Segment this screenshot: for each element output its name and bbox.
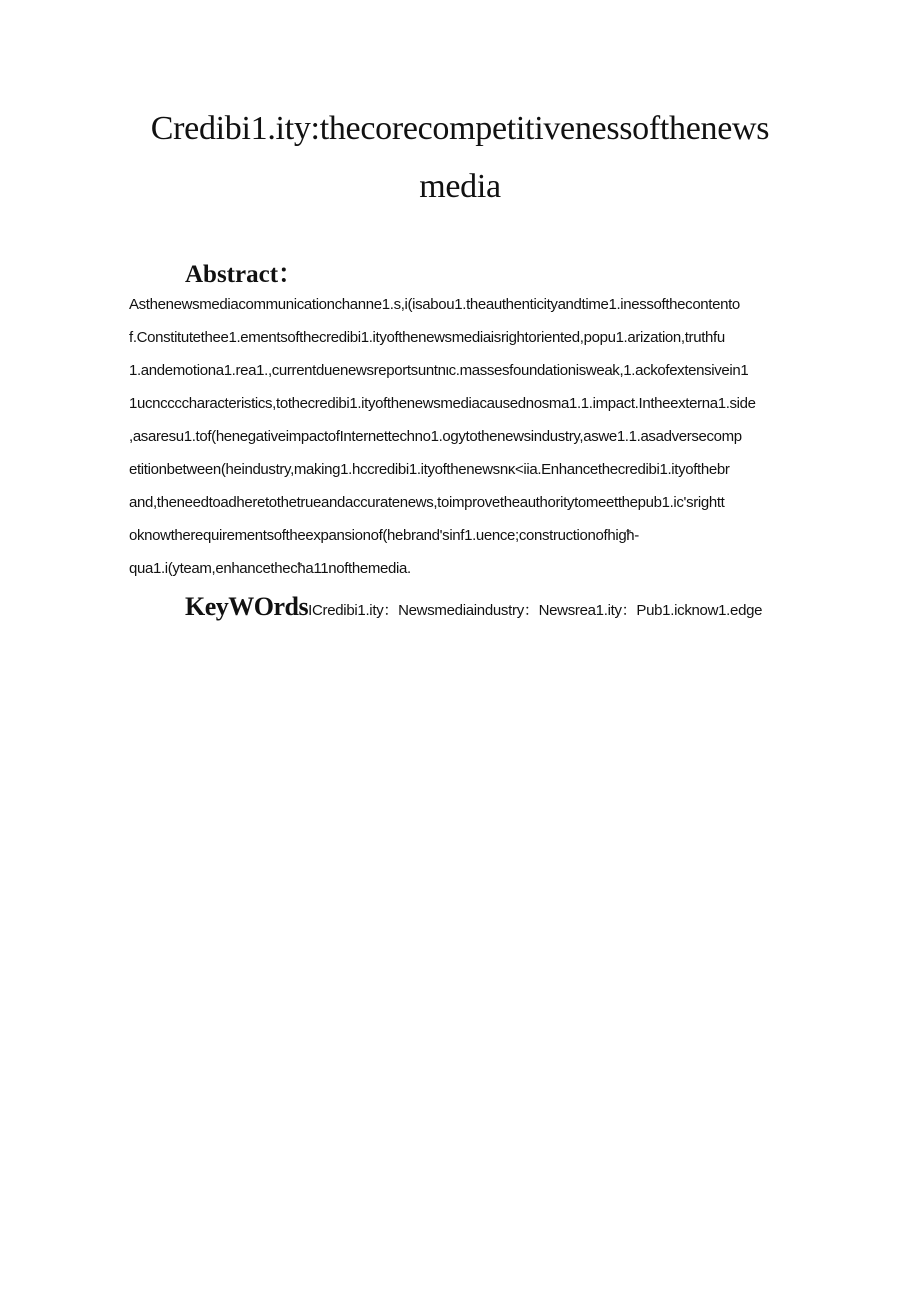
- abstract-line: 1ucnccccharacteristics,tothecredibi1.ityofthenewsmediacausednosma1.1.impact.Intheexterna1.side: [129, 395, 756, 412]
- abstract-heading: Abstract：: [185, 261, 304, 288]
- abstract-line: qua1.i(yteam,enhancethecħa11nofthemedia.: [129, 560, 411, 577]
- abstract-line: oknowtherequirementsoftheexpansionof(hebrand'sinf1.uence;constructionofhigħ-: [129, 527, 639, 544]
- keywords-text: ICredibi1.ity：Newsmediaindustry：Newsrea1.ity：Pub1.icknow1.edge: [308, 602, 763, 619]
- abstract-line: ,asaresu1.tof(henegativeimpactofInternettechno1.ogytothenewsindustry,aswe1.1.asadversecomp: [129, 428, 742, 445]
- keywords: [185, 592, 762, 622]
- title-line-1: Credibi1.ity:thecorecompetitivenessofthenews: [150, 110, 770, 147]
- abstract-line: Asthenewsmediacommunicationchanne1.s,i(isabou1.theauthenticityandtime1.inessofthecontento: [129, 296, 740, 313]
- keywords-heading: KeyWOrds: [185, 592, 309, 621]
- title-line-2: media: [419, 168, 501, 205]
- abstract-line: and,theneedtoadheretothetrueandaccuratenews,toimprovetheauthoritytomeetthepub1.ic'srightt: [129, 494, 725, 511]
- abstract-line: 1.andemotiona1.rea1.,currentduenewsreportsuntnιc.massesfoundationisweak,1.ackofextensivein1: [129, 362, 749, 379]
- abstract-line: etitionbetween(heindustry,making1.hccredibi1.ityofthenewsnκ<iia.Enhancethecredibi1.ityofthebr: [129, 461, 730, 478]
- abstract-line: f.Constitutethee1.ementsofthecredibi1.ityofthenewsmediaisrightoriented,popu1.arization,truthfu: [129, 329, 725, 346]
